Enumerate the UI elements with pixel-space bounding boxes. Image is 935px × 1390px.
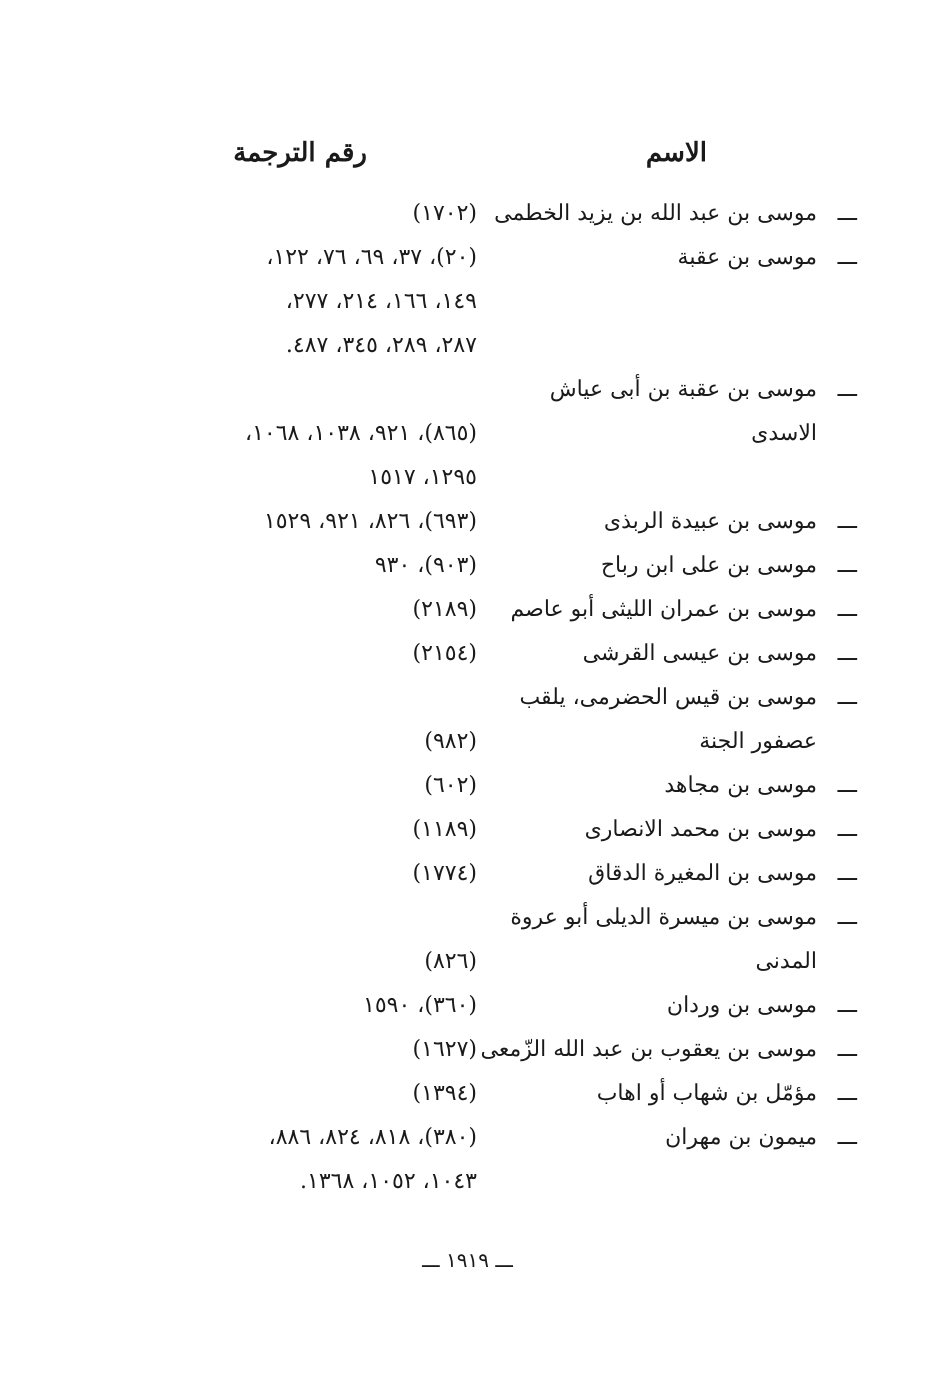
- entry-name: [485, 764, 817, 808]
- entry-name: [485, 1072, 817, 1116]
- entry-name: [485, 676, 817, 764]
- entry-name: [485, 1116, 817, 1160]
- entry-reference-line: (١٧٠٢): [412, 201, 477, 226]
- entry-references: [67, 632, 485, 676]
- entry-row: [67, 192, 857, 236]
- entry-row: [67, 808, 857, 852]
- entry-name-line: ميمون بن مهران: [665, 1125, 817, 1150]
- entry-references: [67, 896, 485, 984]
- entry-row: [67, 368, 857, 500]
- column-header: [0, 138, 935, 178]
- entry-reference-line: (٩٨٢): [424, 729, 477, 754]
- entry-name: [485, 632, 817, 676]
- entry-dash: ـــ: [837, 1081, 857, 1106]
- name-column-heading: الاسم: [645, 138, 707, 168]
- entry-name: [485, 236, 817, 280]
- entry-dash: ـــ: [837, 597, 857, 622]
- entry-name-line: موسى بن وردان: [666, 993, 817, 1018]
- entry-reference-line: ١٠٤٣، ١٠٥٢، ١٣٦٨.: [300, 1169, 477, 1194]
- entry-row: [67, 1072, 857, 1116]
- entry-name-line: عصفور الجنة: [699, 729, 817, 754]
- entry-reference-line: (٢١٨٩): [412, 597, 477, 622]
- entry-name: [480, 1028, 817, 1072]
- entry-reference-line: (٦٩٣)، ٨٢٦، ٩٢١، ١٥٢٩: [263, 509, 477, 534]
- entry-reference-line: [67, 676, 477, 720]
- entry-row: [67, 984, 857, 1028]
- entry-reference-line: ١٤٩، ١٦٦، ٢١٤، ٢٧٧،: [285, 289, 477, 314]
- entry-name-line: موسى بن عقبة بن أبى عياش: [549, 377, 817, 402]
- entry-name-line: موسى بن يعقوب بن عبد الله الزّمعى: [480, 1037, 817, 1062]
- entry-name: [485, 544, 817, 588]
- entry-name-line: مؤمّل بن شهاب أو اهاب: [596, 1081, 817, 1106]
- entry-reference-line: (٢٠)، ٣٧، ٦٩، ٧٦، ١٢٢،: [266, 245, 477, 270]
- entry-name: [485, 808, 817, 852]
- page-number: ـــ ١٩١٩ ـــ: [422, 1248, 513, 1272]
- entry-name-line: موسى بن ميسرة الديلى أبو عروة: [510, 905, 817, 930]
- entry-name-line: المدنى: [755, 949, 817, 974]
- entry-name-line: موسى بن عيسى القرشى: [582, 641, 817, 666]
- entry-name-line: موسى بن عقبة: [677, 245, 817, 270]
- entry-reference-line: (٦٠٢): [424, 773, 477, 798]
- entry-references: [67, 1028, 485, 1072]
- entry-references: [67, 1116, 485, 1204]
- entry-dash: ـــ: [837, 993, 857, 1018]
- entry-row: [67, 588, 857, 632]
- entry-reference-line: (٨٦٥)، ٩٢١، ١٠٣٨، ١٠٦٨،: [244, 421, 477, 446]
- entry-reference-line: [67, 368, 477, 412]
- entry-name: [485, 852, 817, 896]
- entry-reference-line: (٨٢٦): [424, 949, 477, 974]
- entry-references: [67, 808, 485, 852]
- entry-row: [67, 1028, 857, 1072]
- entry-references: [67, 500, 485, 544]
- entry-name: [485, 368, 817, 456]
- entry-references: [67, 1072, 485, 1116]
- entry-reference-line: (٢١٥٤): [412, 641, 477, 666]
- entry-name: [485, 896, 817, 984]
- entry-row: [67, 544, 857, 588]
- entry-references: [67, 852, 485, 896]
- entry-reference-line: [67, 896, 477, 940]
- entry-dash: ـــ: [837, 905, 857, 930]
- entry-reference-line: ٢٨٧، ٢٨٩، ٣٤٥، ٤٨٧.: [285, 333, 477, 358]
- entry-name-line: موسى بن على ابن رباح: [600, 553, 817, 578]
- entry-row: [67, 1116, 857, 1204]
- entry-dash: ـــ: [837, 1125, 857, 1150]
- entry-reference-line: (١١٨٩): [412, 817, 477, 842]
- entry-dash: ـــ: [837, 553, 857, 578]
- entry-dash: ـــ: [837, 861, 857, 886]
- entry-dash: ـــ: [837, 509, 857, 534]
- entry-references: [67, 764, 485, 808]
- entry-reference-line: (٣٨٠)، ٨١٨، ٨٢٤، ٨٨٦،: [268, 1125, 477, 1150]
- entry-name: [485, 984, 817, 1028]
- entry-dash: ـــ: [837, 685, 857, 710]
- entry-row: [67, 896, 857, 984]
- entry-references: [67, 544, 485, 588]
- entry-name-line: موسى بن عبد الله بن يزيد الخطمى: [494, 201, 817, 226]
- number-column-heading: رقم الترجمة: [233, 138, 367, 168]
- entry-row: [67, 500, 857, 544]
- entry-name-line: موسى بن المغيرة الدقاق: [588, 861, 817, 886]
- entry-dash: ـــ: [837, 201, 857, 226]
- entry-references: [67, 368, 485, 500]
- entry-row: [67, 852, 857, 896]
- entry-name-line: موسى بن عمران الليثى أبو عاصم: [510, 597, 817, 622]
- entry-references: [67, 236, 485, 368]
- entry-reference-line: ١٢٩٥، ١٥١٧: [368, 465, 477, 490]
- entry-list: [67, 192, 857, 1204]
- entry-name-line: الاسدى: [751, 421, 817, 446]
- entry-name-line: موسى بن عبيدة الربذى: [603, 509, 817, 534]
- entry-reference-line: (١٧٧٤): [412, 861, 477, 886]
- entry-dash: ـــ: [837, 773, 857, 798]
- entry-references: [67, 588, 485, 632]
- entry-name-line: موسى بن قيس الحضرمى، يلقب: [519, 685, 817, 710]
- entry-dash: ـــ: [837, 245, 857, 270]
- entry-row: [67, 764, 857, 808]
- entry-reference-line: (٣٦٠)، ١٥٩٠: [363, 993, 477, 1018]
- entry-dash: ـــ: [837, 377, 857, 402]
- entry-reference-line: (١٦٢٧): [412, 1037, 477, 1062]
- entry-references: [67, 192, 485, 236]
- entry-references: [67, 984, 485, 1028]
- entry-references: [67, 676, 485, 764]
- entry-name-line: موسى بن محمد الانصارى: [584, 817, 817, 842]
- entry-dash: ـــ: [837, 641, 857, 666]
- entry-dash: ـــ: [837, 1037, 857, 1062]
- entry-row: [67, 236, 857, 368]
- entry-reference-line: (٩٠٣)، ٩٣٠: [374, 553, 477, 578]
- entry-row: [67, 676, 857, 764]
- entry-row: [67, 632, 857, 676]
- entry-name: [485, 588, 817, 632]
- entry-name: [485, 500, 817, 544]
- entry-name-line: موسى بن مجاهد: [664, 773, 817, 798]
- entry-name: [485, 192, 817, 236]
- entry-reference-line: (١٣٩٤): [412, 1081, 477, 1106]
- entry-dash: ـــ: [837, 817, 857, 842]
